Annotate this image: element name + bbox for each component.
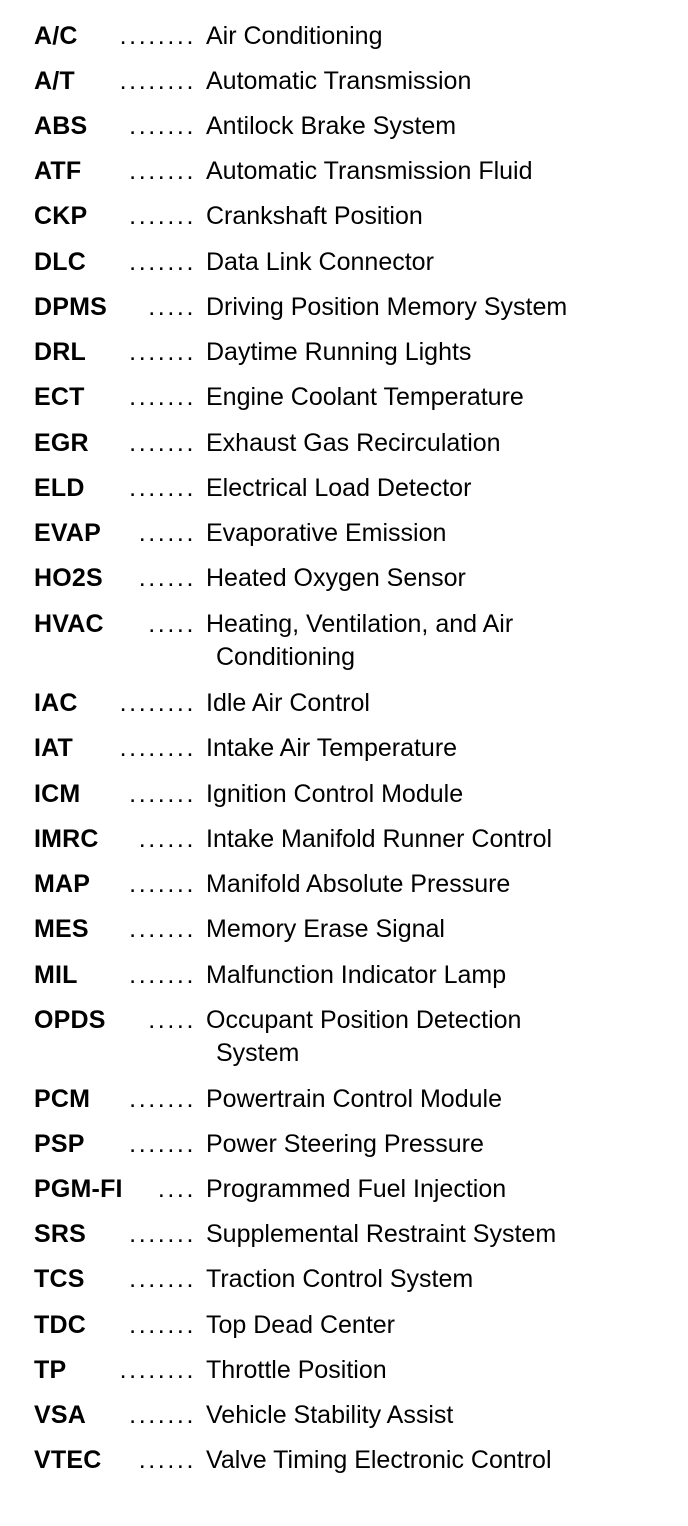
dot-leader: ....... [129, 915, 196, 943]
entry-abbreviation: ECT [34, 383, 85, 411]
entry-term-line-2: Conditioning [216, 643, 355, 671]
dot-leader: ..... [148, 293, 196, 321]
dot-leader: ....... [129, 429, 196, 457]
entry-abbreviation: DLC [34, 248, 86, 276]
entry-term: Intake Air Temperature [206, 734, 458, 762]
dot-leader: ....... [129, 870, 196, 898]
dot-leader: ....... [129, 157, 196, 185]
entry-abbreviation: TP [34, 1356, 67, 1384]
dot-leader: ..... [148, 1006, 196, 1034]
entry-abbreviation: PCM [34, 1085, 91, 1113]
dot-leader: ....... [129, 1130, 196, 1158]
dot-leader: ....... [129, 1311, 196, 1339]
entry-term: Programmed Fuel Injection [206, 1175, 507, 1203]
dot-leader: ...... [138, 519, 196, 547]
entry-abbreviation: VSA [34, 1401, 87, 1429]
entry-term: Antilock Brake System [206, 112, 457, 140]
entry-term: Traction Control System [206, 1265, 474, 1293]
entry-abbreviation: A/C [34, 22, 78, 50]
dot-leader: ...... [138, 564, 196, 592]
entry-abbreviation: VTEC [34, 1446, 102, 1474]
entry-abbreviation: ATF [34, 157, 82, 185]
entry-term: Idle Air Control [206, 689, 370, 717]
dot-leader: ....... [129, 1265, 196, 1293]
dot-leader: ........ [119, 689, 196, 717]
entry-abbreviation: MIL [34, 961, 78, 989]
dot-leader: ....... [129, 1401, 196, 1429]
entry-abbreviation: EVAP [34, 519, 102, 547]
entry-abbreviation: DPMS [34, 293, 108, 321]
entry-term: Heated Oxygen Sensor [206, 564, 466, 592]
dot-leader: ........ [119, 67, 196, 95]
entry-term: Vehicle Stability Assist [206, 1401, 454, 1429]
entry-term: Intake Manifold Runner Control [206, 825, 553, 853]
entry-term: Manifold Absolute Pressure [206, 870, 511, 898]
entry-abbreviation: TDC [34, 1311, 86, 1339]
dot-leader: ....... [129, 338, 196, 366]
entry-term: Supplemental Restraint System [206, 1220, 557, 1248]
entry-term: Valve Timing Electronic Control [206, 1446, 552, 1474]
entry-term: Power Steering Pressure [206, 1130, 484, 1158]
entry-abbreviation: TCS [34, 1265, 85, 1293]
dot-leader: ...... [138, 825, 196, 853]
dot-leader: ....... [129, 1220, 196, 1248]
dot-leader: ....... [129, 1085, 196, 1113]
dot-leader: ....... [129, 202, 196, 230]
dot-leader: ....... [129, 248, 196, 276]
entry-abbreviation: IAC [34, 689, 78, 717]
entry-abbreviation: MES [34, 915, 89, 943]
entry-abbreviation: CKP [34, 202, 88, 230]
entry-abbreviation: MAP [34, 870, 91, 898]
entry-term: Driving Position Memory System [206, 293, 568, 321]
dot-leader: ........ [119, 1356, 196, 1384]
dot-leader: ....... [129, 383, 196, 411]
dot-leader: ........ [119, 734, 196, 762]
entry-abbreviation: A/T [34, 67, 75, 95]
entry-term [206, 608, 666, 674]
dot-leader: ....... [129, 112, 196, 140]
dot-leader: ....... [129, 961, 196, 989]
entry-term [206, 1004, 666, 1070]
entry-term: Electrical Load Detector [206, 474, 472, 502]
entry-abbreviation: HVAC [34, 610, 104, 638]
entry-term-line-2: System [216, 1039, 300, 1067]
entry-abbreviation: HO2S [34, 564, 103, 592]
entry-abbreviation: EGR [34, 429, 89, 457]
entry-term: Engine Coolant Temperature [206, 383, 524, 411]
entry-term-line-1: Heating, Ventilation, and Air [206, 610, 514, 638]
entry-term: Automatic Transmission [206, 67, 472, 95]
entry-abbreviation: ICM [34, 780, 81, 808]
entry-abbreviation: ELD [34, 474, 85, 502]
entry-term: Air Conditioning [206, 22, 383, 50]
dot-leader: ........ [119, 22, 196, 50]
entry-abbreviation: ABS [34, 112, 88, 140]
entry-abbreviation: SRS [34, 1220, 87, 1248]
entry-term: Data Link Connector [206, 248, 434, 276]
entry-term: Powertrain Control Module [206, 1085, 502, 1113]
entry-abbreviation: PSP [34, 1130, 85, 1158]
dot-leader: ....... [129, 474, 196, 502]
entry-term: Top Dead Center [206, 1311, 396, 1339]
entry-term: Daytime Running Lights [206, 338, 472, 366]
entry-term-line-1: Occupant Position Detection [206, 1006, 522, 1034]
dot-leader: ..... [148, 610, 196, 638]
entry-term: Malfunction Indicator Lamp [206, 961, 507, 989]
dot-leader: ....... [129, 780, 196, 808]
entry-abbreviation: OPDS [34, 1006, 106, 1034]
dot-leader: ...... [138, 1446, 196, 1474]
entry-term: Evaporative Emission [206, 519, 447, 547]
entry-term: Ignition Control Module [206, 780, 464, 808]
entry-term: Throttle Position [206, 1356, 387, 1384]
entry-abbreviation: DRL [34, 338, 86, 366]
entry-term: Crankshaft Position [206, 202, 423, 230]
entry-term: Memory Erase Signal [206, 915, 445, 943]
entry-term: Automatic Transmission Fluid [206, 157, 533, 185]
entry-abbreviation: IAT [34, 734, 74, 762]
dot-leader: .... [157, 1175, 196, 1203]
entry-term: Exhaust Gas Recirculation [206, 429, 501, 457]
entry-abbreviation: IMRC [34, 825, 99, 853]
entry-abbreviation: PGM-FI [34, 1175, 123, 1203]
